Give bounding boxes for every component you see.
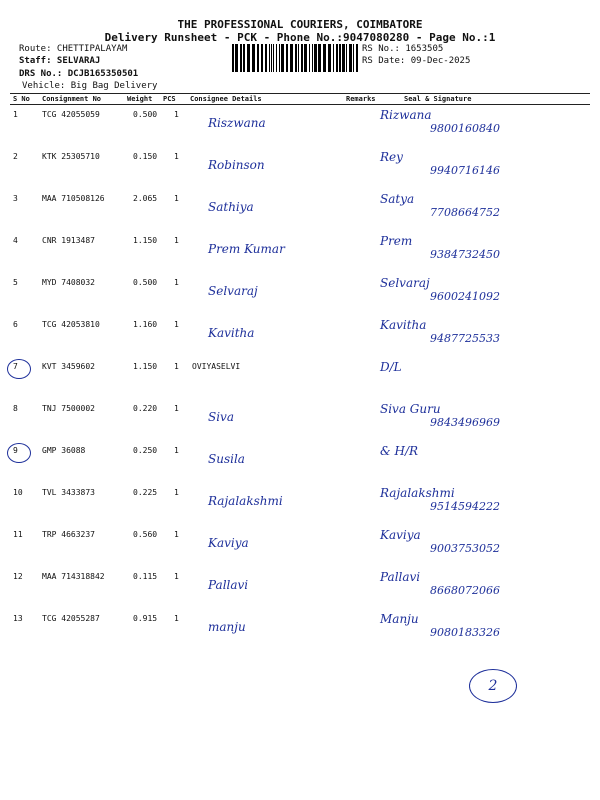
handwritten-phone-number: 9080183326 bbox=[430, 626, 500, 639]
handwritten-consignee-name: Siva bbox=[208, 410, 234, 424]
handwritten-phone-number: 9940716146 bbox=[430, 164, 500, 177]
barcode-bar bbox=[252, 44, 255, 72]
pcs-value: 1 bbox=[174, 362, 179, 371]
table-row bbox=[0, 524, 600, 564]
handwritten-signature: Kavitha bbox=[380, 318, 427, 332]
table-row bbox=[0, 230, 600, 270]
weight-value: 0.500 bbox=[133, 278, 158, 287]
consignment-number: TRP 4663237 bbox=[42, 530, 95, 539]
barcode-bar bbox=[240, 44, 242, 72]
barcode-bar bbox=[279, 44, 280, 72]
handwritten-phone-number: 9843496969 bbox=[430, 416, 500, 429]
row-sno: 7 bbox=[13, 362, 18, 371]
handwritten-consignee-name: Riszwana bbox=[208, 116, 266, 130]
barcode-bar bbox=[346, 44, 347, 72]
col-header-remarks: Remarks bbox=[346, 95, 376, 103]
table-row bbox=[0, 482, 600, 522]
barcode-bar bbox=[328, 44, 331, 72]
consignment-number: TVL 3433873 bbox=[42, 488, 95, 497]
row-sno: 4 bbox=[13, 236, 18, 245]
pcs-value: 1 bbox=[174, 530, 179, 539]
barcode-bar bbox=[339, 44, 341, 72]
weight-value: 0.915 bbox=[133, 614, 158, 623]
handwritten-phone-number: 9514594222 bbox=[430, 500, 500, 513]
handwritten-signature: Rajalakshmi bbox=[380, 486, 455, 500]
handwritten-consignee-name: manju bbox=[208, 620, 246, 634]
pcs-value: 1 bbox=[174, 446, 179, 455]
pcs-value: 1 bbox=[174, 110, 179, 119]
col-header-sno: S No bbox=[13, 95, 30, 103]
barcode-bar bbox=[336, 44, 338, 72]
handwritten-signature: Kaviya bbox=[380, 528, 421, 542]
handwritten-page-mark: 2 bbox=[469, 669, 517, 703]
col-header-consignee: Consignee Details bbox=[190, 95, 262, 103]
row-sno: 9 bbox=[13, 446, 18, 455]
row-sno: 12 bbox=[13, 572, 23, 581]
weight-value: 1.160 bbox=[133, 320, 158, 329]
barcode-bar bbox=[318, 44, 321, 72]
col-header-pcs: PCS bbox=[163, 95, 176, 103]
consignment-number: TCG 42053810 bbox=[42, 320, 100, 329]
weight-value: 1.150 bbox=[133, 236, 158, 245]
consignment-number: KTK 25305710 bbox=[42, 152, 100, 161]
row-sno: 3 bbox=[13, 194, 18, 203]
barcode-bar bbox=[353, 44, 354, 72]
consignment-number: KVT 3459602 bbox=[42, 362, 95, 371]
weight-value: 0.220 bbox=[133, 404, 158, 413]
barcode-bar bbox=[269, 44, 270, 72]
barcode-bar bbox=[286, 44, 288, 72]
rs-number: RS No.: 1653505 bbox=[362, 44, 444, 54]
weight-value: 2.065 bbox=[133, 194, 158, 203]
weight-value: 0.150 bbox=[133, 152, 158, 161]
table-row bbox=[0, 104, 600, 144]
handwritten-signature: Siva Guru bbox=[380, 402, 441, 416]
pcs-value: 1 bbox=[174, 572, 179, 581]
barcode-bar bbox=[323, 44, 326, 72]
barcode-bar bbox=[356, 44, 358, 72]
row-sno: 1 bbox=[13, 110, 18, 119]
table-row bbox=[0, 608, 600, 648]
row-sno: 8 bbox=[13, 404, 18, 413]
barcode-bar bbox=[273, 44, 274, 72]
barcode-bar bbox=[261, 44, 263, 72]
handwritten-signature: D/L bbox=[380, 360, 402, 374]
table-row bbox=[0, 188, 600, 228]
weight-value: 0.500 bbox=[133, 110, 158, 119]
staff-label: Staff: SELVARAJ bbox=[19, 56, 101, 66]
document-title: THE PROFESSIONAL COURIERS, COIMBATORE bbox=[177, 18, 423, 31]
weight-value: 1.150 bbox=[133, 362, 158, 371]
barcode-bar bbox=[265, 44, 267, 72]
barcode-bar bbox=[301, 44, 303, 72]
handwritten-signature: Rey bbox=[380, 150, 403, 164]
handwritten-consignee-name: Susila bbox=[208, 452, 245, 466]
handwritten-phone-number: 9384732450 bbox=[430, 248, 500, 261]
handwritten-phone-number: 8668072066 bbox=[430, 584, 500, 597]
barcode-bar bbox=[235, 44, 238, 72]
consignment-number: MYD 7408032 bbox=[42, 278, 95, 287]
row-sno: 2 bbox=[13, 152, 18, 161]
barcode-bar bbox=[247, 44, 250, 72]
pcs-value: 1 bbox=[174, 236, 179, 245]
handwritten-phone-number: 7708664752 bbox=[430, 206, 500, 219]
consignment-number: MAA 710508126 bbox=[42, 194, 105, 203]
handwritten-signature: Pallavi bbox=[380, 570, 421, 584]
handwritten-signature: Selvaraj bbox=[380, 276, 430, 290]
row-sno: 5 bbox=[13, 278, 18, 287]
barcode-bar bbox=[304, 44, 307, 72]
barcode-bar bbox=[276, 44, 277, 72]
pcs-value: 1 bbox=[174, 614, 179, 623]
handwritten-signature: Satya bbox=[380, 192, 415, 206]
handwritten-consignee-name: Selvaraj bbox=[208, 284, 258, 298]
vehicle-label: Vehicle: Big Bag Delivery bbox=[22, 81, 158, 91]
rs-date: RS Date: 09-Dec-2025 bbox=[362, 56, 471, 66]
handwritten-phone-number: 9003753052 bbox=[430, 542, 500, 555]
drs-number: DRS No.: DCJB165350501 bbox=[19, 69, 139, 79]
pen-circle-row-9 bbox=[7, 443, 31, 463]
handwritten-phone-number: 9800160840 bbox=[430, 122, 500, 135]
barcode-bar bbox=[298, 44, 299, 72]
weight-value: 0.225 bbox=[133, 488, 158, 497]
col-header-seal: Seal & Signature bbox=[404, 95, 472, 103]
table-row bbox=[0, 356, 600, 396]
weight-value: 0.115 bbox=[133, 572, 158, 581]
pcs-value: 1 bbox=[174, 194, 179, 203]
col-header-consignment: Consignment No bbox=[42, 95, 102, 103]
row-sno: 10 bbox=[13, 488, 23, 497]
handwritten-consignee-name: Kaviya bbox=[208, 536, 249, 550]
table-row bbox=[0, 566, 600, 606]
handwritten-signature: Prem bbox=[380, 234, 413, 248]
table-row bbox=[0, 272, 600, 312]
pcs-value: 1 bbox=[174, 320, 179, 329]
handwritten-consignee-name: Sathiya bbox=[208, 200, 254, 214]
handwritten-phone-number: 9600241092 bbox=[430, 290, 500, 303]
handwritten-consignee-name: Kavitha bbox=[208, 326, 255, 340]
consignee-name: OVIYASELVI bbox=[192, 362, 241, 371]
pcs-value: 1 bbox=[174, 404, 179, 413]
handwritten-phone-number: 9487725533 bbox=[430, 332, 500, 345]
barcode-bar bbox=[342, 44, 345, 72]
pcs-value: 1 bbox=[174, 278, 179, 287]
table-row bbox=[0, 146, 600, 186]
barcode-bar bbox=[257, 44, 259, 72]
weight-value: 0.560 bbox=[133, 530, 158, 539]
barcode-bar bbox=[281, 44, 284, 72]
barcode-bar bbox=[309, 44, 310, 72]
consignment-number: MAA 714318842 bbox=[42, 572, 105, 581]
consignment-number: TCG 42055287 bbox=[42, 614, 100, 623]
table-top-rule bbox=[10, 93, 590, 94]
barcode-bar bbox=[314, 44, 317, 72]
consignment-number: CNR 1913487 bbox=[42, 236, 95, 245]
barcode-bar bbox=[243, 44, 245, 72]
pen-circle-row-7 bbox=[7, 359, 31, 379]
consignment-number: GMP 36088 bbox=[42, 446, 86, 455]
table-row bbox=[0, 398, 600, 438]
row-sno: 13 bbox=[13, 614, 23, 623]
barcode-bar bbox=[349, 44, 352, 72]
barcode-bar bbox=[271, 44, 272, 72]
col-header-weight: Weight bbox=[127, 95, 153, 103]
handwritten-signature: Manju bbox=[380, 612, 419, 626]
barcode-bar bbox=[232, 44, 234, 72]
route-label: Route: CHETTIPALAYAM bbox=[19, 44, 128, 54]
pcs-value: 1 bbox=[174, 152, 179, 161]
handwritten-signature: & H/R bbox=[380, 444, 419, 458]
barcode-bar bbox=[290, 44, 293, 72]
handwritten-signature: Rizwana bbox=[380, 108, 432, 122]
table-row bbox=[0, 440, 600, 480]
document-subtitle: Delivery Runsheet - PCK - Phone No.:9047080280 - Page No.:1 bbox=[104, 31, 496, 44]
handwritten-consignee-name: Robinson bbox=[208, 158, 265, 172]
handwritten-consignee-name: Prem Kumar bbox=[208, 242, 285, 256]
handwritten-consignee-name: Rajalakshmi bbox=[208, 494, 283, 508]
handwritten-consignee-name: Pallavi bbox=[208, 578, 249, 592]
barcode-image bbox=[232, 44, 360, 72]
barcode-bar bbox=[312, 44, 313, 72]
barcode-bar bbox=[295, 44, 297, 72]
consignment-number: TCG 42055059 bbox=[42, 110, 100, 119]
consignment-number: TNJ 7500002 bbox=[42, 404, 95, 413]
weight-value: 0.250 bbox=[133, 446, 158, 455]
row-sno: 6 bbox=[13, 320, 18, 329]
table-row bbox=[0, 314, 600, 354]
pcs-value: 1 bbox=[174, 488, 179, 497]
barcode-bar bbox=[333, 44, 334, 72]
row-sno: 11 bbox=[13, 530, 23, 539]
